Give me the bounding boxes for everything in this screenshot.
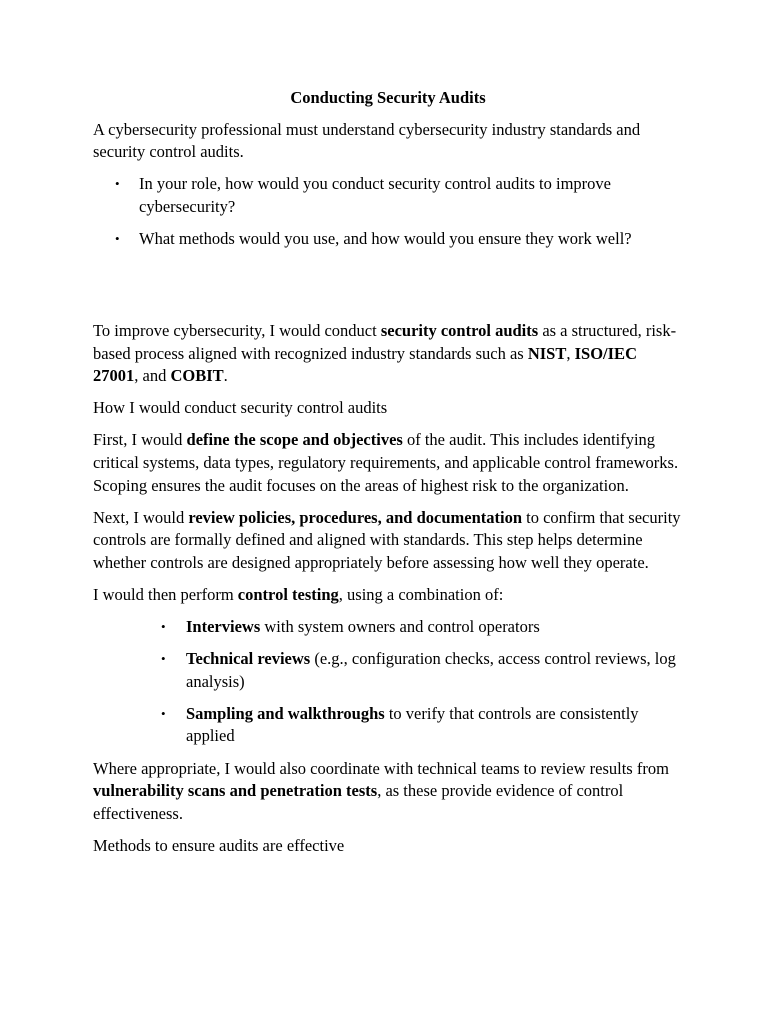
testing-method-item: • Technical reviews (e.g., configuration checks, access control reviews, log analysis) (93, 648, 683, 693)
spacer (93, 260, 683, 320)
review-paragraph: Next, I would review policies, procedures, and documentation to confirm that security controls are formally defined and aligned with standards. This step helps determine whether controls are designed appropriately before assessing how well they operate. (93, 507, 681, 572)
section-heading-conduct: How I would conduct security control audits (93, 398, 388, 418)
document-body (93, 87, 683, 867)
testing-paragraph: I would then perform control testing, using a combination of: (93, 585, 504, 604)
coordinate-paragraph: Where appropriate, I would also coordinate with technical teams to review results from vulnerability scans and penetration tests, as these provide evidence of control effectiveness. (93, 758, 669, 823)
question-item: • What methods would you use, and how would you ensure they work well? (93, 228, 683, 251)
answer-intro-paragraph: To improve cybersecurity, I would conduct security control audits as a structured, risk-based process aligned with recognized industry standards such as NIST, ISO/IEC 27001, and COBIT. (93, 321, 677, 386)
question-list (93, 173, 683, 250)
section-heading-methods: Methods to ensure audits are effective (93, 835, 345, 855)
intro-paragraph: A cybersecurity professional must understand cybersecurity industry standards and security control audits. (93, 119, 641, 162)
question-item: • In your role, how would you conduct security control audits to improve cybersecurity? (93, 173, 683, 218)
scope-paragraph: First, I would define the scope and objectives of the audit. This includes identifying critical systems, data types, regulatory requirements, and applicable control frameworks. Scoping ensures the audit focuses on the areas of highest risk to the organization. (93, 430, 679, 495)
testing-method-item: • Sampling and walkthroughs to verify that controls are consistently applied (93, 703, 683, 748)
testing-method-list (93, 616, 683, 748)
document-title: Conducting Security Audits (290, 88, 486, 107)
testing-method-item: • Interviews with system owners and control operators (93, 616, 683, 639)
